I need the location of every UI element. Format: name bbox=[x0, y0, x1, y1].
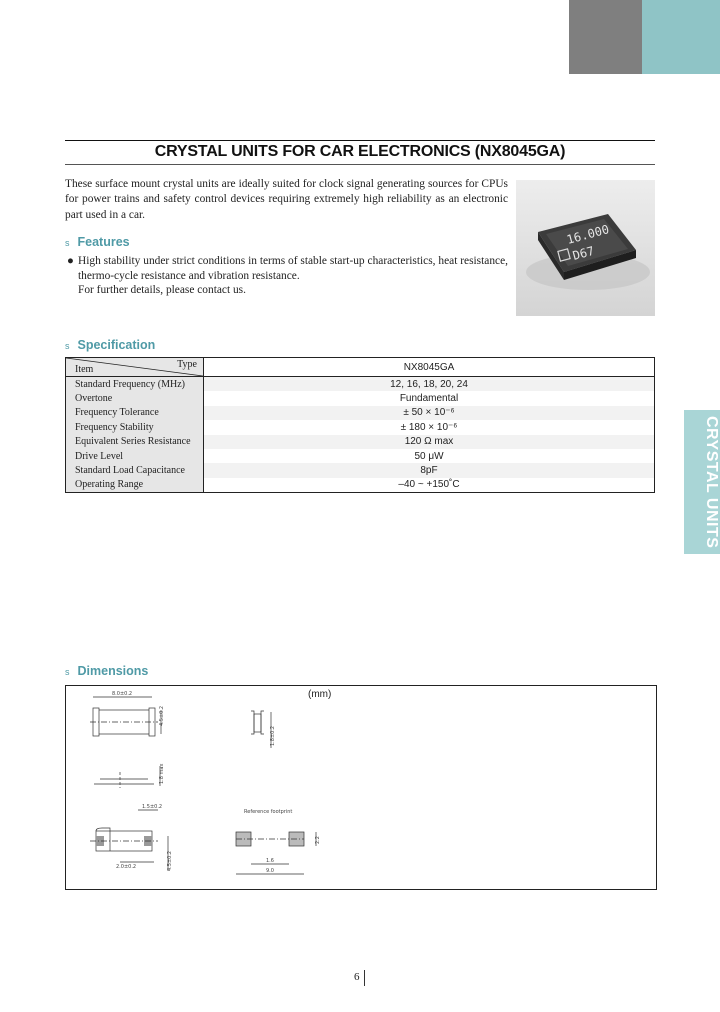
features-heading-label: Features bbox=[77, 235, 130, 249]
row-value: 50 μW bbox=[414, 450, 444, 462]
row-item: Frequency Tolerance bbox=[66, 406, 204, 420]
row-item: Frequency Stability bbox=[66, 420, 204, 434]
row-value: –40 ~ +150˚C bbox=[398, 479, 460, 491]
row-value: ± 180 × 10⁻⁶ bbox=[400, 421, 458, 433]
table-row bbox=[66, 463, 655, 477]
row-item: Equivalent Series Resistance bbox=[66, 435, 204, 449]
front-view-drawing bbox=[94, 764, 165, 788]
ref-inner-label: 1.6 bbox=[266, 858, 274, 864]
feature-item bbox=[65, 254, 508, 285]
photo-marking-line2: D67 bbox=[571, 243, 596, 263]
dimension-drawings bbox=[66, 686, 656, 889]
row-item: Overtone bbox=[66, 391, 204, 405]
dim-height-label-2: 4.5±0.2 bbox=[167, 850, 173, 871]
features-heading bbox=[65, 235, 130, 249]
corner-block-gray bbox=[569, 0, 642, 74]
dim-pad-label: 1.5±0.2 bbox=[142, 804, 163, 810]
features-bullet: s bbox=[65, 238, 70, 248]
title-rule-bottom bbox=[65, 164, 655, 165]
row-value: 12, 16, 18, 20, 24 bbox=[204, 377, 655, 392]
row-value: 120 Ω max bbox=[204, 435, 655, 449]
specification-table bbox=[65, 357, 655, 493]
row-item: Standard Load Capacitance bbox=[66, 463, 204, 477]
dim-length-label: 8.0±0.2 bbox=[112, 691, 133, 697]
header-item-label: Item bbox=[75, 364, 94, 375]
table-header-corner bbox=[66, 358, 204, 377]
crystal-unit-image bbox=[516, 180, 655, 316]
title-rule-top bbox=[65, 140, 655, 141]
dimensions-bullet: s bbox=[65, 667, 70, 677]
dim-thickness-label: 1.8±0.2 bbox=[270, 725, 276, 746]
dimensions-heading bbox=[65, 664, 148, 678]
table-row bbox=[66, 377, 655, 392]
dimensions-drawing-box bbox=[65, 685, 657, 890]
table-row bbox=[66, 406, 655, 420]
table-row bbox=[66, 478, 655, 493]
table-row bbox=[66, 420, 655, 434]
reference-footprint-title: Reference footprint bbox=[244, 809, 293, 815]
row-item: Operating Range bbox=[66, 478, 204, 493]
bottom-view-drawing bbox=[90, 804, 173, 871]
dim-height-label: 1.8 max bbox=[159, 763, 165, 784]
ref-height-label: 2.2 bbox=[315, 836, 321, 844]
bullet-dot-icon: ● bbox=[67, 255, 74, 267]
page-number-bar bbox=[364, 970, 365, 986]
ref-outer-label: 9.0 bbox=[266, 868, 274, 874]
corner-block-teal bbox=[642, 0, 720, 74]
product-photo bbox=[516, 180, 655, 316]
row-value: ± 50 × 10⁻⁶ bbox=[204, 406, 655, 420]
row-value: 8pF bbox=[204, 463, 655, 477]
row-value: Fundamental bbox=[399, 393, 459, 405]
table-row bbox=[66, 391, 655, 405]
feature-item-text: High stability under strict conditions in terms of stable start-up characteristics, heat resistance, thermo-cycle resistance and vibration resistance. bbox=[78, 255, 508, 283]
top-view-drawing bbox=[90, 691, 165, 736]
intro-paragraph: These surface mount crystal units are ideally suited for clock signal generating sources for CPUs for power trains and safety control devices requiring extremely high reliability as an electronic part used in a car. bbox=[65, 178, 508, 221]
table-row bbox=[66, 449, 655, 463]
dim-width-label: 4.5±0.2 bbox=[159, 705, 165, 726]
specification-heading bbox=[65, 338, 155, 352]
reference-footprint-drawing bbox=[236, 809, 321, 874]
dimensions-heading-label: Dimensions bbox=[77, 664, 149, 678]
page-number: 6 bbox=[354, 971, 360, 983]
header-type-label: Type bbox=[177, 359, 197, 370]
specification-heading-label: Specification bbox=[77, 338, 156, 352]
dimension-unit-label: (mm) bbox=[308, 689, 332, 700]
table-row bbox=[66, 435, 655, 449]
page-title: CRYSTAL UNITS FOR CAR ELECTRONICS (NX8045GA) bbox=[154, 143, 566, 160]
contact-note: For further details, please contact us. bbox=[78, 284, 246, 296]
specification-bullet: s bbox=[65, 341, 70, 351]
dim-pad-width-label: 2.0±0.2 bbox=[116, 864, 137, 870]
header-model: NX8045GA bbox=[204, 358, 655, 377]
table-header-row bbox=[66, 358, 655, 377]
photo-marking-line1: 16.000 bbox=[565, 222, 611, 247]
row-item: Standard Frequency (MHz) bbox=[66, 377, 204, 392]
side-tab-label: CRYSTAL UNITS bbox=[703, 415, 720, 549]
side-view-drawing bbox=[251, 711, 276, 748]
row-item: Drive Level bbox=[66, 449, 204, 463]
